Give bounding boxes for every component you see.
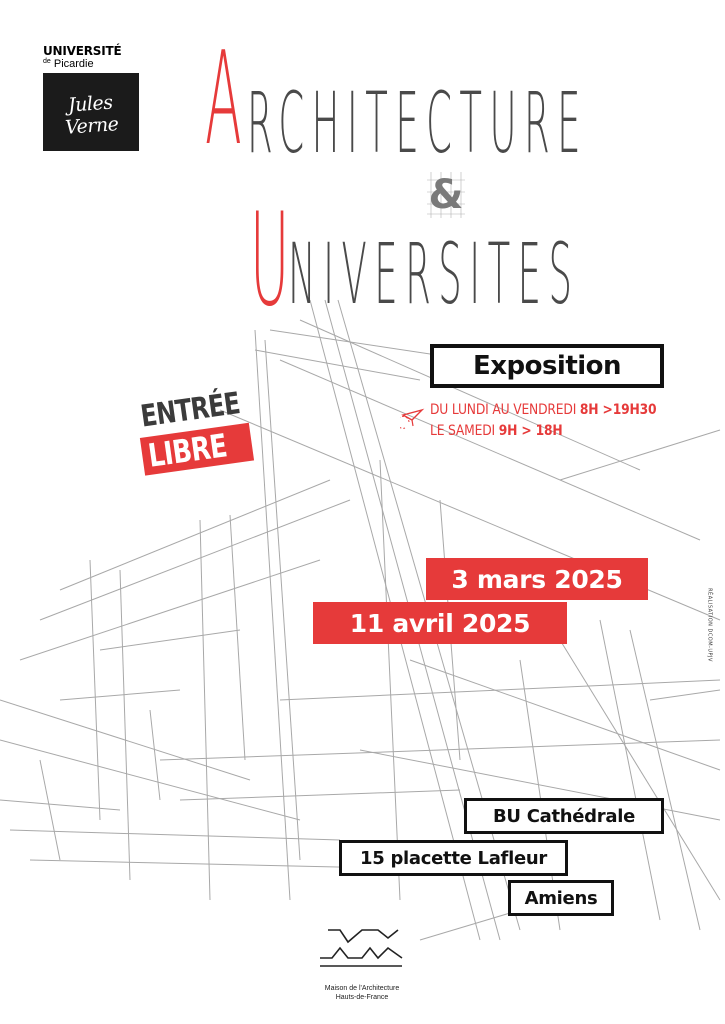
weekday-prefix: DU LUNDI AU VENDREDI bbox=[430, 402, 580, 418]
address-city-box bbox=[508, 880, 614, 916]
opening-hours bbox=[400, 400, 700, 442]
title-universites bbox=[250, 186, 580, 335]
logo-signature: Jules Verne bbox=[64, 91, 120, 139]
saturday-prefix: LE SAMEDI bbox=[430, 423, 499, 439]
maison-line1: Maison de l'Architecture bbox=[324, 985, 400, 992]
exposition-label: Exposition bbox=[472, 351, 622, 381]
title-initial-u: U bbox=[250, 186, 290, 335]
paper-plane-icon bbox=[400, 404, 426, 430]
title-initial-a: A bbox=[205, 25, 242, 174]
weekday-time: 8H >19H30 bbox=[579, 402, 657, 418]
weekday-hours bbox=[430, 400, 668, 421]
exposition-label-box bbox=[430, 344, 664, 388]
start-date: 3 mars 2025 bbox=[451, 564, 623, 594]
address-street-box bbox=[339, 840, 568, 876]
address-place-box bbox=[464, 798, 664, 834]
maison-architecture-logo-icon bbox=[318, 928, 404, 972]
logo-signature-box bbox=[43, 73, 139, 151]
logo-de-text: de bbox=[43, 58, 51, 65]
realisation-credit bbox=[702, 580, 714, 675]
saturday-hours bbox=[430, 421, 668, 442]
address-place: BU Cathédrale bbox=[493, 805, 635, 827]
maison-architecture-caption bbox=[282, 984, 442, 1002]
title-architecture bbox=[205, 25, 589, 174]
ampersand-mark bbox=[427, 172, 465, 218]
saturday-time: 9H > 18H bbox=[498, 423, 563, 439]
end-date-banner bbox=[313, 602, 567, 644]
ampersand-text: & bbox=[428, 172, 464, 218]
libre-text: LIBRE bbox=[145, 426, 229, 475]
entree-libre-badge bbox=[134, 382, 260, 487]
entree-text: ENTRÉE bbox=[138, 386, 242, 435]
end-date: 11 avril 2025 bbox=[349, 608, 531, 638]
title-rest-universites: NIVERSITES bbox=[288, 225, 580, 323]
logo-universite-text: UNIVERSITÉ bbox=[43, 44, 122, 58]
universite-picardie-logo bbox=[43, 44, 139, 151]
realisation-credit-text: RÉALISATION DCOM-UPJV bbox=[706, 588, 713, 662]
start-date-banner bbox=[426, 558, 648, 600]
logo-picardie-word: Picardie bbox=[53, 58, 94, 70]
maison-line2: Hauts-de-France bbox=[335, 994, 389, 1001]
logo-picardie-text bbox=[43, 58, 94, 70]
address-city: Amiens bbox=[524, 887, 598, 909]
address-street: 15 placette Lafleur bbox=[360, 847, 547, 869]
title-rest-architecture: RCHITECTURE bbox=[247, 74, 589, 172]
